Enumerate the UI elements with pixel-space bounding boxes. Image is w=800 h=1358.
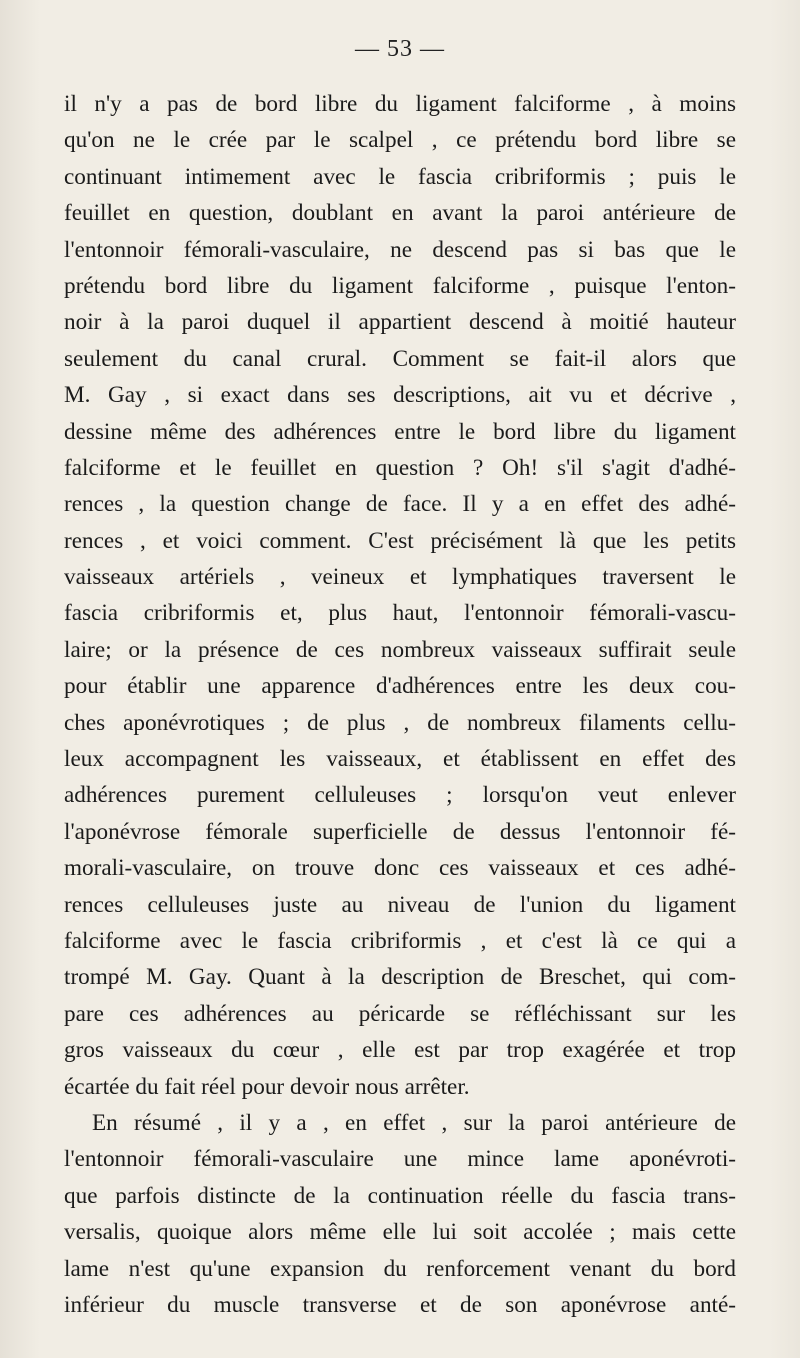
text-line: rences celluleuses juste au niveau de l'union du ligament: [64, 891, 736, 918]
text-line: écartée du fait réel pour devoir nous arrêter.: [64, 1073, 470, 1100]
text-line: vaisseaux artériels , veineux et lymphatiques traversent le: [64, 564, 736, 591]
text-line: pour établir une apparence d'adhérences entre les deux cou-: [64, 673, 736, 700]
text-line: leux accompagnent les vaisseaux, et établissent en effet des: [64, 746, 736, 773]
text-line: l'entonnoir fémorali-vasculaire, ne descend pas si bas que le: [64, 236, 736, 263]
text-line: l'entonnoir fémorali-vasculaire une mince lame aponévroti-: [64, 1146, 736, 1173]
text-line: continuant intimement avec le fascia cribriformis ; puis le: [64, 163, 736, 190]
page-number: — 53 —: [355, 36, 445, 62]
text-line: que parfois distincte de la continuation réelle du fascia trans-: [64, 1182, 736, 1209]
text-line: ches aponévrotiques ; de plus , de nombreux filaments cellu-: [64, 709, 736, 736]
text-line: rences , et voici comment. C'est précisément là que les petits: [64, 527, 736, 554]
text-line: gros vaisseaux du cœur , elle est par trop exagérée et trop: [64, 1037, 736, 1064]
text-line: En résumé , il y a , en effet , sur la paroi antérieure de: [92, 1109, 736, 1136]
body-text: [64, 86, 736, 1323]
text-line: falciforme et le feuillet en question ? Oh! s'il s'agit d'adhé-: [64, 454, 736, 481]
paragraph: [64, 1105, 736, 1323]
text-line: il n'y a pas de bord libre du ligament falciforme , à moins: [64, 91, 736, 117]
text-line: lame n'est qu'une expansion du renforcement venant du bord: [64, 1255, 736, 1282]
text-line: inférieur du muscle transverse et de son aponévrose anté-: [64, 1291, 736, 1318]
text-line: pare ces adhérences au péricarde se réfléchissant sur les: [64, 1000, 736, 1027]
text-line: l'aponévrose fémorale superficielle de dessus l'entonnoir fé-: [64, 818, 736, 845]
text-line: rences , la question change de face. Il y a en effet des adhé-: [64, 491, 736, 518]
text-line: laire; or la présence de ces nombreux vaisseaux suffirait seule: [64, 636, 736, 663]
text-line: M. Gay , si exact dans ses descriptions, ait vu et décrive ,: [64, 382, 736, 409]
paragraph: [64, 86, 736, 1105]
text-line: falciforme avec le fascia cribriformis , et c'est là ce qui a: [64, 927, 736, 954]
text-line: prétendu bord libre du ligament falciforme , puisque l'enton-: [64, 272, 736, 299]
text-line: qu'on ne le crée par le scalpel , ce prétendu bord libre se: [64, 127, 736, 154]
text-line: seulement du canal crural. Comment se fait-il alors que: [64, 345, 736, 372]
text-line: feuillet en question, doublant en avant la paroi antérieure de: [64, 200, 736, 227]
text-line: noir à la paroi duquel il appartient descend à moitié hauteur: [64, 309, 736, 336]
text-line: versalis, quoique alors même elle lui soit accolée ; mais cette: [64, 1219, 736, 1246]
text-line: trompé M. Gay. Quant à la description de Breschet, qui com-: [64, 964, 736, 991]
text-line: dessine même des adhérences entre le bord libre du ligament: [64, 418, 736, 445]
text-line: adhérences purement celluleuses ; lorsqu'on veut enlever: [64, 782, 736, 809]
text-line: fascia cribriformis et, plus haut, l'entonnoir fémorali-vascu-: [64, 600, 736, 627]
text-line: morali-vasculaire, on trouve donc ces vaisseaux et ces adhé-: [64, 855, 736, 882]
